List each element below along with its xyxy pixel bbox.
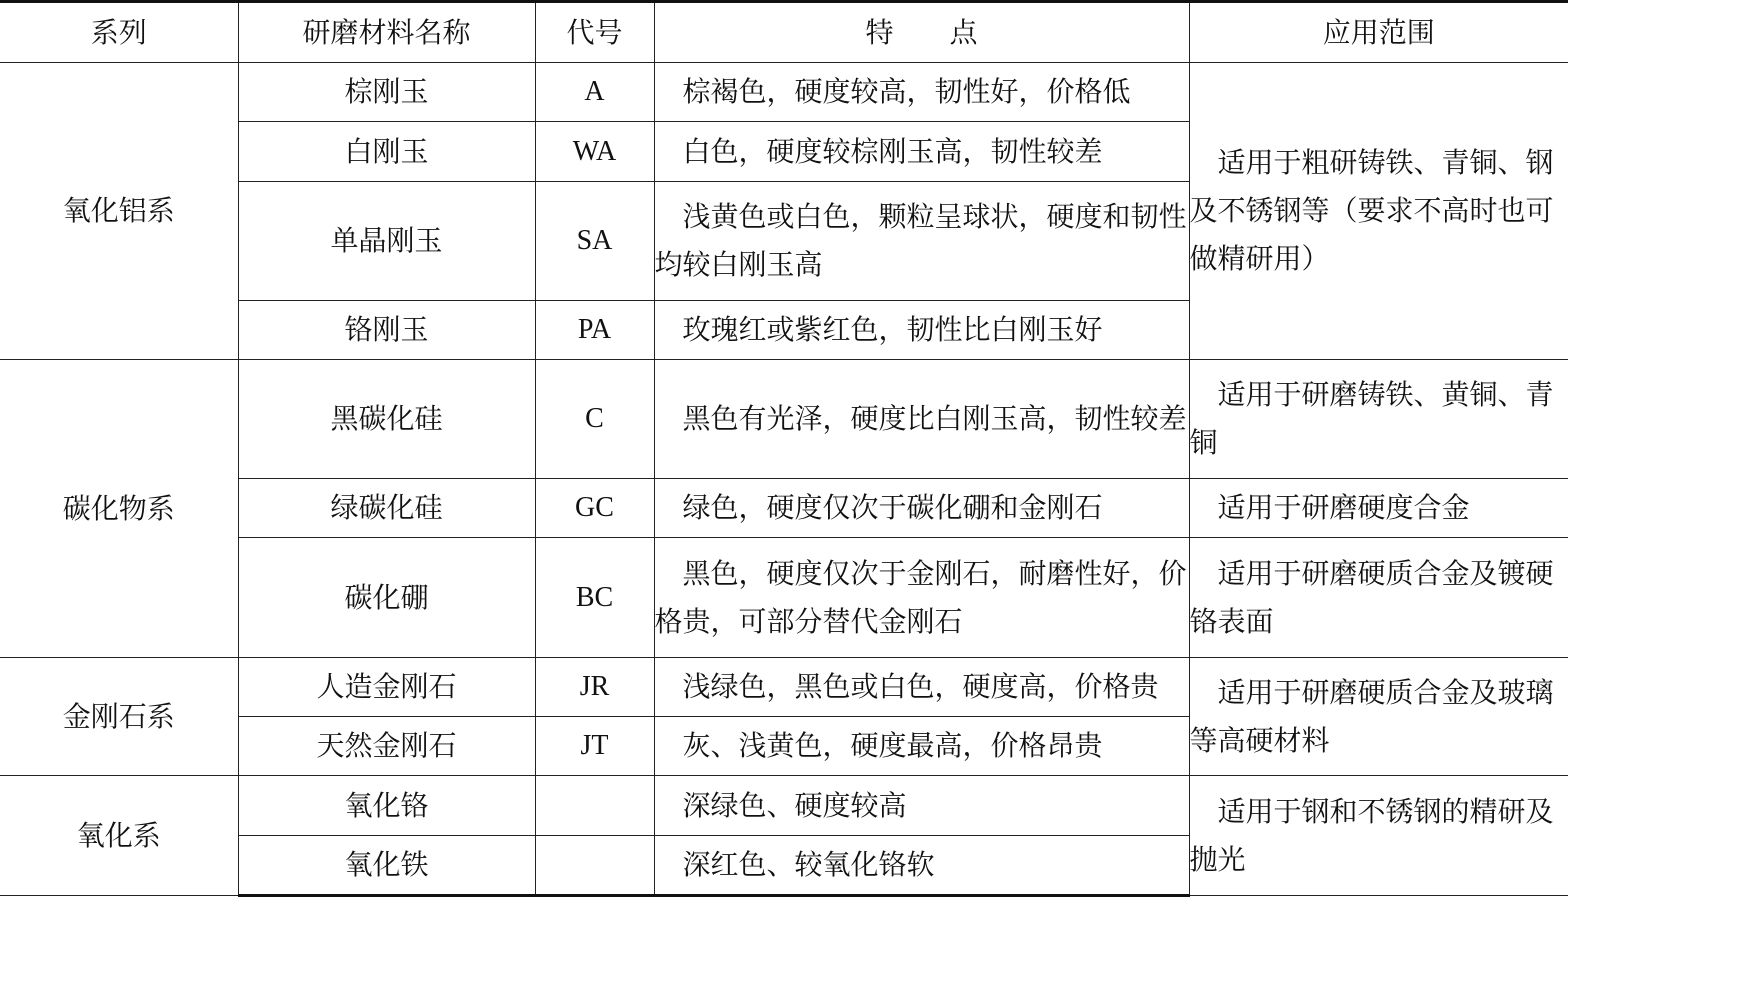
features-cell: 深绿色、硬度较高 (654, 776, 1189, 836)
features-cell: 灰、浅黄色，硬度最高，价格昂贵 (654, 717, 1189, 776)
series-cell: 金刚石系 (0, 658, 238, 776)
header-row (0, 2, 1568, 63)
application-cell: 适用于粗研铸铁、青铜、钢及不锈钢等（要求不高时也可做精研用） (1189, 63, 1568, 360)
table-row (0, 776, 1568, 836)
series-cell: 氧化系 (0, 776, 238, 896)
header-application: 应用范围 (1189, 2, 1568, 63)
features-cell: 绿色，硬度仅次于碳化硼和金刚石 (654, 479, 1189, 538)
material-name-cell: 氧化铁 (238, 836, 535, 896)
material-name-cell: 棕刚玉 (238, 63, 535, 122)
application-cell: 适用于研磨铸铁、黄铜、青铜 (1189, 360, 1568, 479)
application-cell: 适用于钢和不锈钢的精研及抛光 (1189, 776, 1568, 896)
code-cell: SA (535, 182, 654, 301)
features-cell: 深红色、较氧化铬软 (654, 836, 1189, 896)
table-row (0, 360, 1568, 479)
code-cell: PA (535, 301, 654, 360)
features-cell: 黑色，硬度仅次于金刚石，耐磨性好，价格贵，可部分替代金刚石 (654, 538, 1189, 658)
code-cell: A (535, 63, 654, 122)
code-cell: JR (535, 658, 654, 717)
material-name-cell: 氧化铬 (238, 776, 535, 836)
code-cell: GC (535, 479, 654, 538)
code-cell (535, 776, 654, 836)
table-row (0, 63, 1568, 122)
code-cell: BC (535, 538, 654, 658)
header-series: 系列 (0, 2, 238, 63)
material-name-cell: 铬刚玉 (238, 301, 535, 360)
material-name-cell: 白刚玉 (238, 122, 535, 182)
code-cell: C (535, 360, 654, 479)
application-cell: 适用于研磨硬度合金 (1189, 479, 1568, 538)
series-cell: 氧化铝系 (0, 63, 238, 360)
features-cell: 浅绿色，黑色或白色，硬度高，价格贵 (654, 658, 1189, 717)
material-name-cell: 黑碳化硅 (238, 360, 535, 479)
header-material-name: 研磨材料名称 (238, 2, 535, 63)
header-code: 代号 (535, 2, 654, 63)
header-features: 特 点 (654, 2, 1189, 63)
application-cell: 适用于研磨硬质合金及镀硬铬表面 (1189, 538, 1568, 658)
material-name-cell: 天然金刚石 (238, 717, 535, 776)
features-cell: 浅黄色或白色，颗粒呈球状，硬度和韧性均较白刚玉高 (654, 182, 1189, 301)
code-cell: WA (535, 122, 654, 182)
application-cell: 适用于研磨硬质合金及玻璃等高硬材料 (1189, 658, 1568, 776)
table-row (0, 658, 1568, 717)
features-cell: 玫瑰红或紫红色，韧性比白刚玉好 (654, 301, 1189, 360)
features-cell: 白色，硬度较棕刚玉高，韧性较差 (654, 122, 1189, 182)
material-name-cell: 绿碳化硅 (238, 479, 535, 538)
features-cell: 黑色有光泽，硬度比白刚玉高，韧性较差 (654, 360, 1189, 479)
code-cell (535, 836, 654, 896)
material-name-cell: 人造金刚石 (238, 658, 535, 717)
features-cell: 棕褐色，硬度较高，韧性好，价格低 (654, 63, 1189, 122)
material-name-cell: 单晶刚玉 (238, 182, 535, 301)
material-name-cell: 碳化硼 (238, 538, 535, 658)
series-cell: 碳化物系 (0, 360, 238, 658)
code-cell: JT (535, 717, 654, 776)
